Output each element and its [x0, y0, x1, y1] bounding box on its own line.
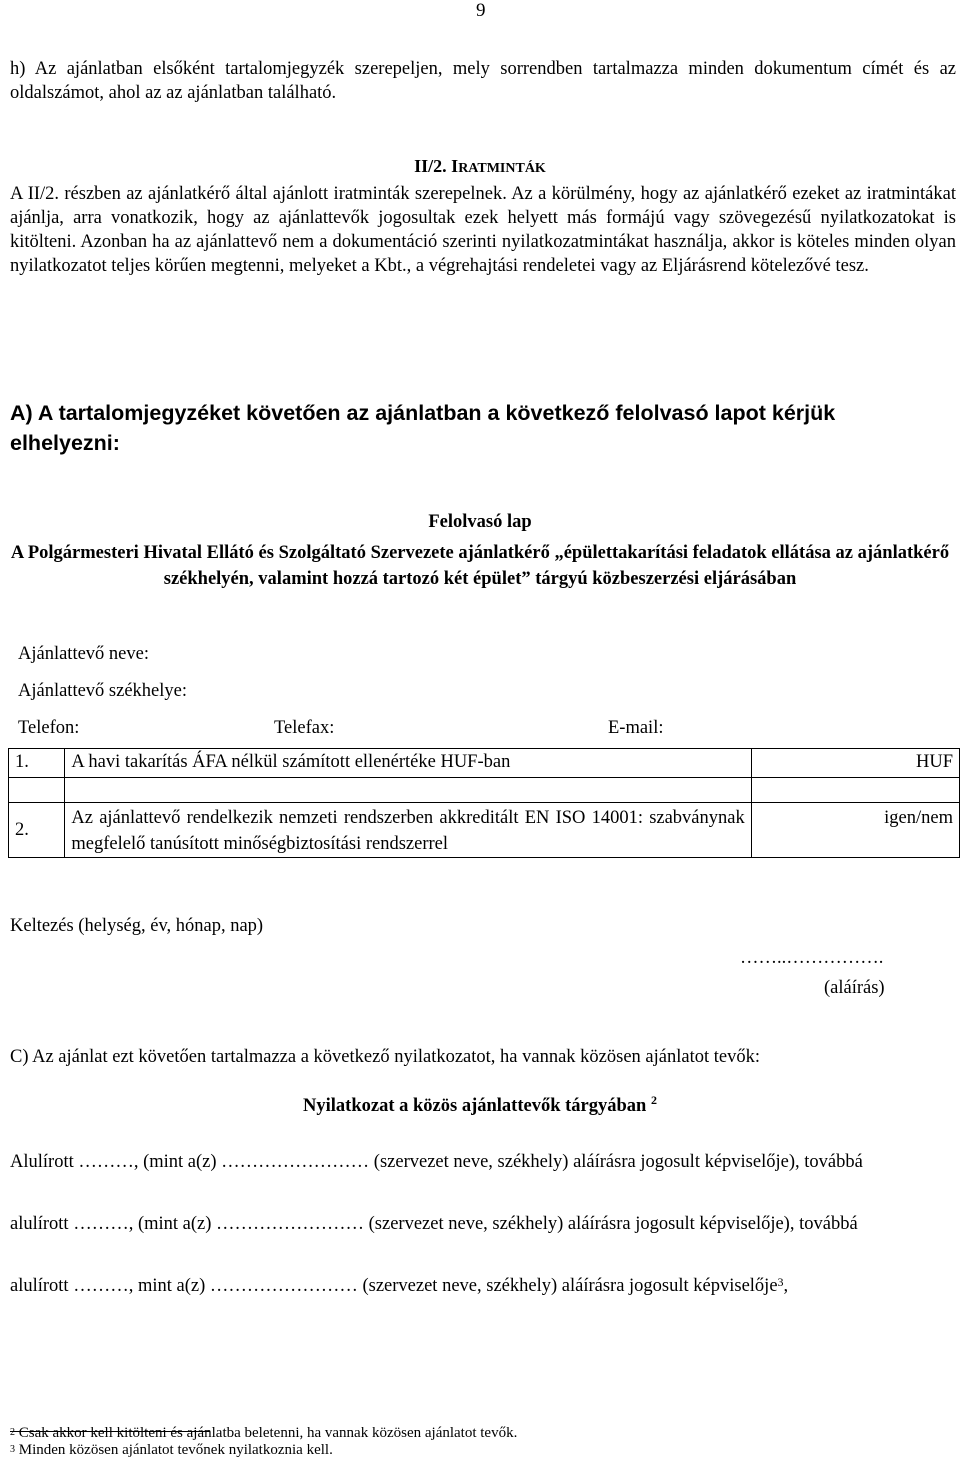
- table-row: [9, 803, 960, 858]
- section-a-heading: A) A tartalomjegyzéket követően az ajánlatban a következő felolvasó lapot kérjük elhelyezni:: [10, 401, 836, 455]
- footnote-number: 2: [10, 1427, 15, 1438]
- footnote-ref: 2: [650, 1093, 657, 1107]
- iratmintak-heading: [0, 156, 960, 177]
- table-row: [9, 749, 960, 778]
- phone-label: Telefon:: [18, 718, 80, 738]
- iratmintak-paragraph: A II/2. részben az ajánlatkérő által ajánlott iratminták szerepelnek. Az a körülmény, hogy az ajánlatkérő ezeket az iratmintákat ajánlja, arra vonatkozik, hogy az ajánlattevők jogosultak ezek helyett más formájú vagy szövegezésű nyilatkozatokat is kitölteni. Azonban ha az ajánlattevő nem a dokumentáció szerinti nyilatkozatmintákat használja, akkor is köteles minden olyan nyilatkozatot teljes körűen megtenni, melyeket a Kbt., a végrehajtási rendeletei vagy az Eljárásrend kötelezővé tesz.: [10, 184, 956, 276]
- email-label: E-mail:: [608, 718, 664, 738]
- row-text: Az ajánlattevő rendelkezik nemzeti rendszerben akkreditált EN ISO 14001: szabványnak megfelelő tanúsított minőségbiztosítási rendszerrel: [65, 803, 751, 858]
- row-number: 1.: [9, 749, 65, 778]
- declaration-tail: ,: [783, 1276, 789, 1296]
- declaration-paragraph: [10, 1274, 956, 1298]
- footnote-number: 3: [10, 1444, 15, 1455]
- section-c-heading: C) Az ajánlat ezt követően tartalmazza a következő nyilatkozatot, ha vannak közösen ajánlatot tevők:: [10, 1047, 760, 1067]
- signature-line: ……..…………….: [740, 948, 884, 968]
- declaration-paragraph: alulírott ………, (mint a(z) …………………… (szervezet neve, székhely) aláírásra jogosult képviselője), továbbá: [10, 1214, 858, 1234]
- footnote-ref: 3: [777, 1275, 784, 1289]
- nyilatkozat-title: [0, 1094, 960, 1118]
- felolvaso-subtitle: A Polgármesteri Hivatal Ellátó és Szolgáltató Szervezete ajánlatkérő „épülettakarítási feladatok ellátása az ajánlatkérő székhelyén, valamint hozzá tartozó két épület” tárgyú közbeszerzési eljárásában: [10, 543, 950, 589]
- section-h-paragraph: h) Az ajánlatban elsőként tartalomjegyzék szerepeljen, mely sorrendben tartalmazza minden dokumentum címét és az oldalszámot, ahol az az ajánlatban található.: [10, 59, 956, 103]
- row-value: igen/nem: [751, 803, 959, 858]
- bidder-name-label: Ajánlattevő neve:: [18, 644, 149, 664]
- felolvaso-title: Felolvasó lap: [428, 512, 532, 532]
- nyilatkozat-title-text: Nyilatkozat a közös ajánlattevők tárgyában: [303, 1096, 647, 1116]
- declaration-text: alulírott ………, mint a(z) …………………… (szervezet neve, székhely) aláírásra jogosult képviselője: [10, 1276, 778, 1296]
- date-label: Keltezés (helység, év, hónap, nap): [10, 916, 264, 936]
- footnote: [10, 1441, 333, 1459]
- heading-prefix: II/2. I: [414, 156, 459, 176]
- fax-label: Telefax:: [274, 718, 335, 738]
- bidder-seat-label: Ajánlattevő székhelye:: [18, 681, 188, 701]
- row-number: 2.: [9, 803, 65, 858]
- footnote-text: Minden közösen ajánlatot tevőnek nyilatkoznia kell.: [18, 1442, 333, 1458]
- row-value: HUF: [751, 749, 959, 778]
- felolvaso-table: [8, 748, 960, 858]
- heading-rest: RATMINTÁK: [458, 161, 546, 176]
- declaration-paragraph: Alulírott ………, (mint a(z) …………………… (szervezet neve, székhely) aláírásra jogosult képviselője), továbbá: [10, 1152, 863, 1172]
- footnote-text: Csak akkor kell kitölteni és ajánlatba beletenni, ha vannak közösen ajánlatot tevők.: [18, 1425, 518, 1441]
- table-row-empty: [9, 778, 960, 803]
- page-number: 9: [476, 0, 486, 21]
- row-text: A havi takarítás ÁFA nélkül számított ellenértéke HUF-ban: [65, 749, 751, 778]
- signature-label: (aláírás): [824, 978, 885, 998]
- footnote: [10, 1424, 517, 1442]
